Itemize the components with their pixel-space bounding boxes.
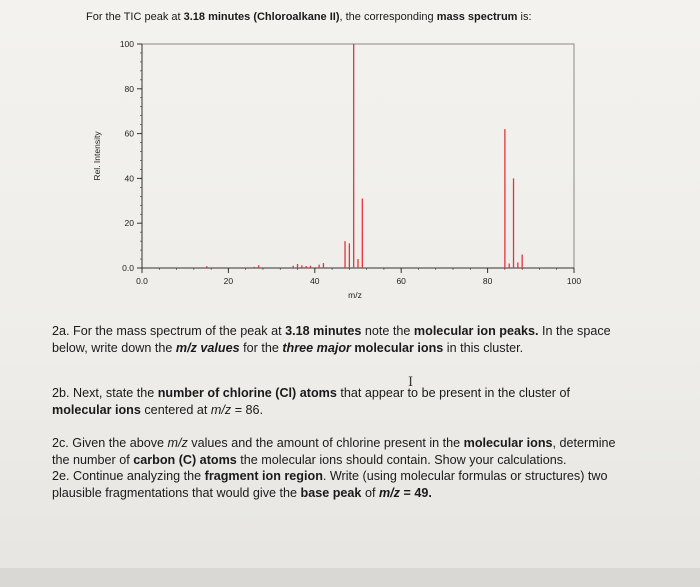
- question-2e: 2e. Continue analyzing the fragment ion region. Write (using molecular formulas or structures) two plausible fragmentations that would give the base peak of m/z = 49.: [52, 469, 608, 500]
- x-tick-label: 100: [566, 276, 582, 286]
- intro-middle: , the corresponding: [339, 11, 437, 23]
- y-tick-label: 40: [124, 173, 134, 184]
- question-2b: 2b. Next, state the number of chlorine (Cl) atoms that appear to be present in the cluster of molecular ions centered at m/z = 86.: [52, 386, 570, 417]
- questions-block: [52, 323, 632, 501]
- x-tick-label: 60: [396, 276, 406, 286]
- y-tick-label: 20: [124, 218, 134, 229]
- plot-frame: [142, 44, 574, 268]
- x-tick-label: 20: [223, 276, 234, 286]
- intro-suffix: is:: [517, 11, 532, 23]
- intro-mass-spectrum: mass spectrum: [436, 11, 518, 23]
- question-2c: 2c. Given the above m/z values and the amount of chlorine present in the molecular ions, determine the number of carbon (C) atoms the molecular ions should contain. Show your calculations.: [52, 436, 616, 467]
- y-tick-label: 100: [119, 39, 134, 49]
- x-tick-label: 80: [482, 276, 493, 286]
- page-edge: [0, 568, 700, 587]
- y-tick-label: 0.0: [122, 263, 134, 273]
- text-cursor-icon: I: [408, 375, 414, 390]
- y-tick-label: 80: [124, 83, 134, 94]
- x-axis-label: m/z: [348, 290, 362, 300]
- intro-peak-time: 3.18 minutes (Chloroalkane II): [183, 11, 340, 23]
- y-tick-label: 60: [124, 128, 134, 139]
- x-tick-label: 0.0: [136, 276, 148, 286]
- y-axis-label: Rel. Intensity: [92, 131, 102, 181]
- intro-prefix: For the TIC peak at: [86, 11, 184, 23]
- x-tick-label: 40: [310, 276, 320, 286]
- question-2a: 2a. For the mass spectrum of the peak at 3.18 minutes note the molecular ion peaks. In the space below, write down the m/z values for the three major molecular ions in this cluster.: [52, 324, 611, 355]
